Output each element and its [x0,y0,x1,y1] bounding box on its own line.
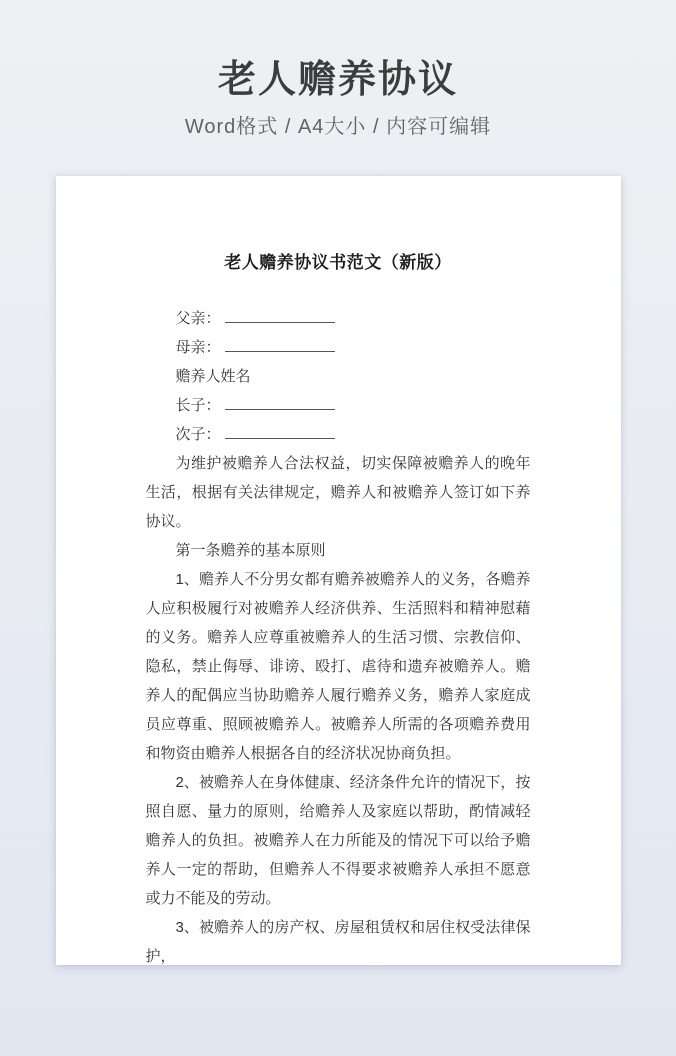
field-father-label: 父亲： [175,310,221,327]
page-title: 老人赡养协议 [217,59,458,101]
field-mother-blank-line [225,337,335,352]
document-body [146,304,531,965]
field-father-blank-line [225,308,335,323]
document-preview-page [56,176,621,965]
field-supporter-name-label: 赡养人姓名 [175,368,251,385]
field-eldest-son-blank-line [225,395,335,410]
paragraph-article-1-heading: 第一条赡养的基本原则 [175,542,326,559]
field-second-son [146,420,531,449]
field-mother [146,333,531,362]
page-subtitle: Word格式 / A4大小 / 内容可编辑 [184,116,492,138]
paragraph-clause-3: 3、被赡养人的房产权、房屋租赁权和居住权受法律保护， [145,919,531,965]
field-eldest-son-label: 长子： [175,397,221,414]
field-second-son-label: 次子： [175,426,221,443]
paragraph-preamble: 为维护被赡养人合法权益，切实保障被赡养人的晚年生活，根据有关法律规定，赡养人和被赡养人签订如下养协议。 [145,455,531,530]
paragraph-clause-2: 2、被赡养人在身体健康、经济条件允许的情况下，按照自愿、量力的原则，给赡养人及家庭以帮助，酌情减轻赡养人的负担。被赡养人在力所能及的情况下可以给予赡养人一定的帮助，但赡养人不得要求被赡养人承担不愿意或力不能及的劳动。 [145,774,531,907]
field-eldest-son [146,391,531,420]
paragraph-clause-1: 1、赡养人不分男女都有赡养被赡养人的义务，各赡养人应积极履行对被赡养人经济供养、生活照料和精神慰藉的义务。赡养人应尊重被赡养人的生活习惯、宗教信仰、隐私，禁止侮辱、诽谤、殴打、虐待和遗弃被赡养人。赡养人的配偶应当协助赡养人履行赡养义务，赡养人家庭成员应尊重、照顾被赡养人。被赡养人所需的各项赡养费用和物资由赡养人根据各自的经济状况协商负担。 [145,571,531,762]
document-title: 老人赡养协议书范文（新版） [224,253,452,272]
page-header [0,0,676,139]
field-second-son-blank-line [225,424,335,439]
field-mother-label: 母亲： [175,339,221,356]
field-father [146,304,531,333]
field-supporter-name [146,362,531,391]
